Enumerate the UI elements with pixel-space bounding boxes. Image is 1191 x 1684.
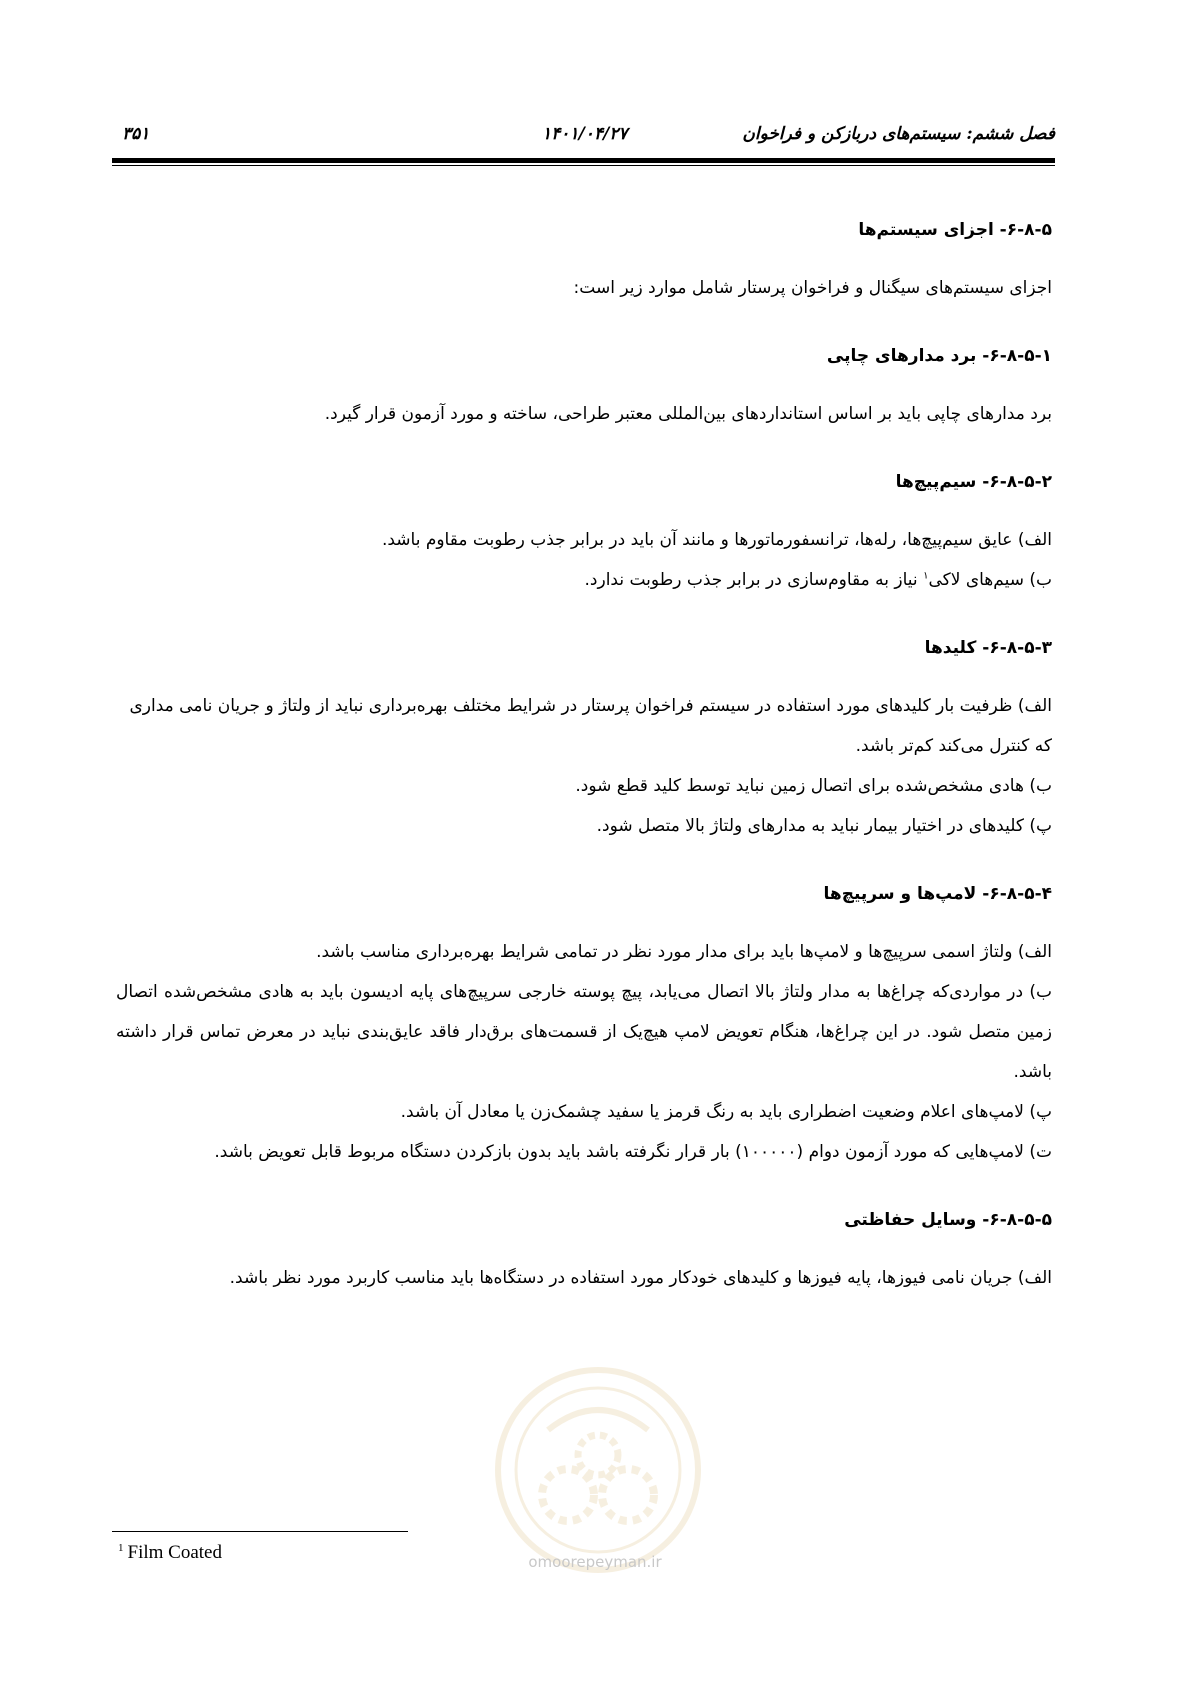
subsection-heading-protective: ۶-۸-۵-۵- وسایل حفاظتی (844, 1210, 1052, 1230)
coils-item-b (116, 560, 1052, 600)
switches-item-a: الف) ظرفیت بار کلیدهای مورد استفاده در سیستم فراخوان پرستار در شرایط مختلف بهره‌برداری نباید از ولتاژ و جریان نامی مداری که کنترل می‌کند کم‌تر باشد. (129, 696, 1052, 756)
switches-item-b: ب) هادی مشخص‌شده برای اتصال زمین نباید توسط کلید قطع شود. (575, 776, 1052, 796)
lamps-item-a: الف) ولتاژ اسمی سرپیچ‌ها و لامپ‌ها باید برای مدار مورد نظر در تمامی شرایط بهره‌برداری مناسب باشد. (316, 942, 1052, 962)
switches-item-p: پ) کلیدهای در اختیار بیمار نباید به مدارهای ولتاژ بالا متصل شود. (596, 816, 1052, 836)
subsection-heading-pcb: ۶-۸-۵-۱- برد مدارهای چاپی (826, 346, 1052, 366)
subsection-heading-lamps: ۶-۸-۵-۴- لامپ‌ها و سرپیچ‌ها (823, 884, 1052, 904)
footnote-ref: ۱ (923, 570, 929, 582)
lamps-item-p: پ) لامپ‌های اعلام وضعیت اضطراری باید به رنگ قرمز یا سفید چشمک‌زن یا معادل آن باشد. (400, 1102, 1052, 1122)
subsection-heading-switches: ۶-۸-۵-۳- کلیدها (924, 638, 1052, 658)
footnote-text: Film Coated (127, 1542, 222, 1563)
section-heading: ۶-۸-۵- اجزای سیستم‌ها (858, 220, 1052, 240)
header-rule-thin (112, 165, 1055, 166)
coils-item-a: الف) عایق سیم‌پیچ‌ها، رله‌ها، ترانسفورماتورها و مانند آن باید در برابر جذب رطوبت مقاوم باشد. (381, 530, 1052, 550)
chapter-title: فصل ششم: سیستم‌های دربازکن و فراخوان (742, 124, 1055, 144)
pcb-text: برد مدارهای چاپی باید بر اساس استانداردهای بین‌المللی معتبر طراحی، ساخته و مورد آزمون قرار گیرد. (324, 404, 1052, 424)
footnote-rule (112, 1531, 408, 1532)
section-intro: اجزای سیستم‌های سیگنال و فراخوان پرستار شامل موارد زیر است: (573, 278, 1052, 298)
watermark-site: omoorepeyman.ir (528, 1553, 662, 1571)
header-date: ۱۴۰۱/۰۴/۲۷ (542, 124, 628, 144)
coils-item-b-end: نیاز به مقاوم‌سازی در برابر جذب رطوبت ندارد. (584, 570, 924, 590)
coils-item-b-start: ب) سیم‌های لاکی (928, 570, 1052, 590)
subsection-heading-coils: ۶-۸-۵-۲- سیم‌پیچ‌ها (895, 472, 1052, 492)
footnote-marker: 1 (118, 1541, 124, 1554)
header-rule-thick (112, 158, 1055, 163)
watermark-logo-icon (488, 1360, 708, 1580)
running-header (112, 118, 1055, 152)
body-content (116, 210, 1052, 1298)
lamps-item-b: ب) در مواردی‌که چراغ‌ها به مدار ولتاژ بالا اتصال می‌یابد، پیچ پوسته خارجی سرپیچ‌های پایه ادیسون باید به هادی مشخص‌شده اتصال زمین متصل شود. در این چراغ‌ها، هنگام تعویض لامپ هیچ‌یک از قسمت‌های برق‌دار فاقد عایق‌بندی نباید در معرض تماس قرار داشته باشد. (116, 982, 1052, 1082)
page-number: ۳۵۱ (122, 124, 150, 144)
protective-item-a: الف) جریان نامی فیوزها، پایه فیوزها و کلیدهای خودکار مورد استفاده در دستگاه‌ها باید مناسب کاربرد مورد نظر باشد. (229, 1268, 1052, 1288)
footnote (118, 1542, 222, 1564)
lamps-item-t: ت) لامپ‌هایی که مورد آزمون دوام (۱۰۰۰۰۰) بار قرار نگرفته باشد باید بدون بازکردن دستگاه مربوط قابل تعویض باشد. (214, 1142, 1052, 1162)
